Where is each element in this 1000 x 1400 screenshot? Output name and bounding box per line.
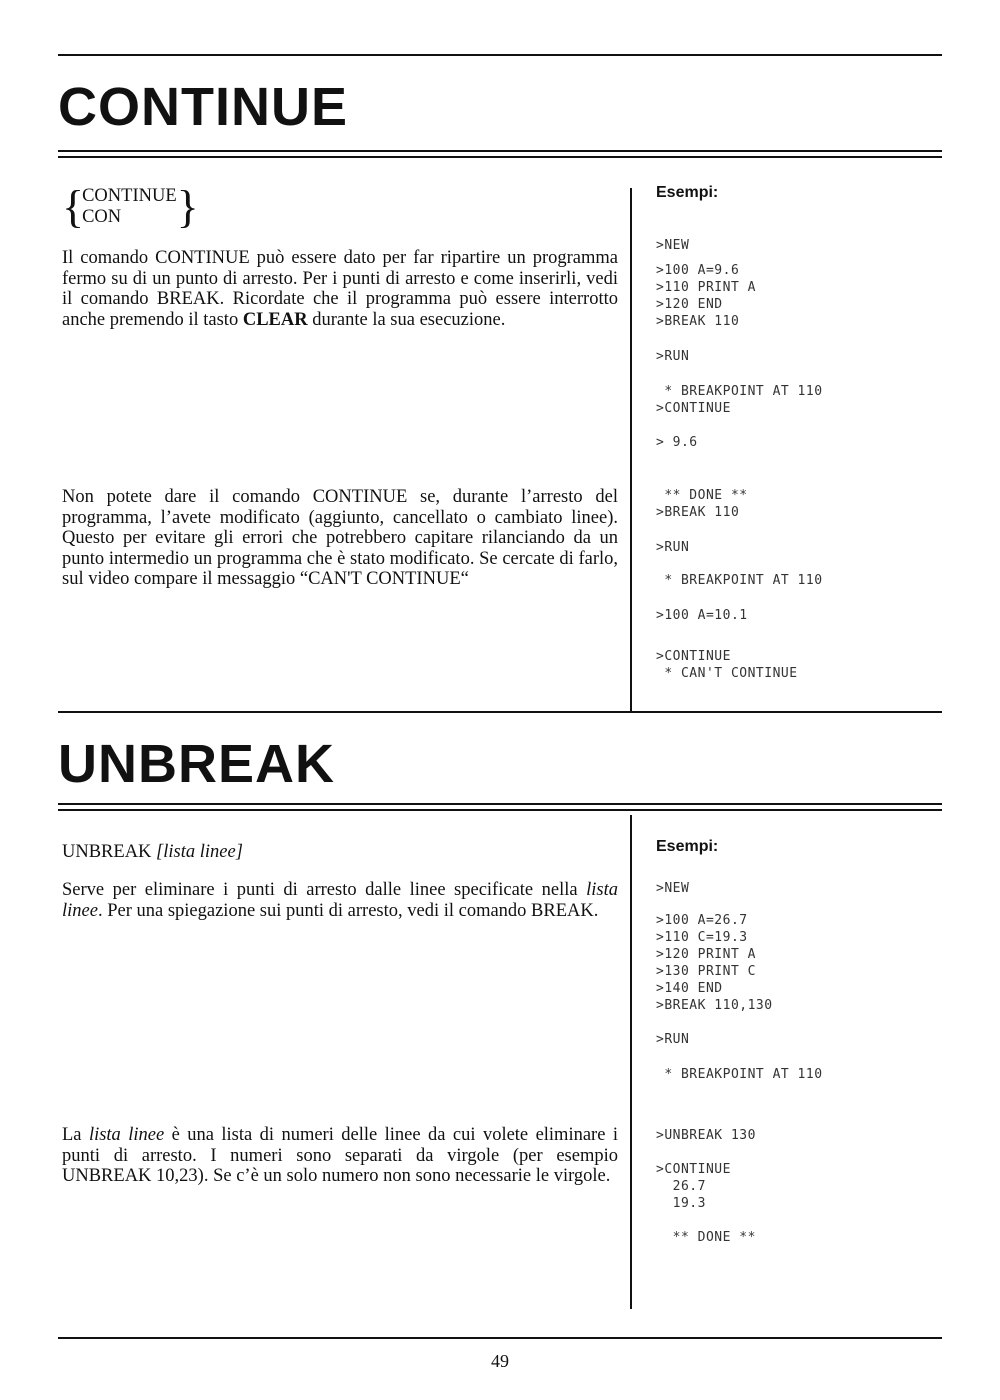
continue-paragraph-1: Il comando CONTINUE può essere dato per far ripartire un programma fermo su di un punto di arresto. Per i punti di arresto e come inserirli, vedi il comando BREAK. Ricordate che il programma può essere interrotto anche premendo il tasto CLEAR durante la sua esecuzione. bbox=[62, 248, 618, 330]
unbreak-p1-text-a: Serve per eliminare i punti di arresto dalle linee specificate nella bbox=[62, 880, 587, 900]
ub-code-continue: >CONTINUE 26.7 19.3 bbox=[656, 1162, 731, 1211]
page-number: 49 bbox=[491, 1351, 509, 1371]
ub-code-done: ** DONE ** bbox=[656, 1230, 756, 1245]
syntax-continue: CONTINUE bbox=[82, 186, 177, 206]
right-brace: } bbox=[176, 180, 199, 232]
code-breakpoint-2: * BREAKPOINT AT 110 bbox=[656, 573, 823, 588]
code-run: >RUN bbox=[656, 349, 690, 364]
code-program: >100 A=9.6 >110 PRINT A >120 END >BREAK 110 bbox=[656, 263, 756, 329]
continue-double-rule bbox=[58, 150, 942, 158]
bottom-rule bbox=[58, 1337, 942, 1339]
unbreak-paragraph-2 bbox=[62, 1125, 618, 1187]
continue-paragraph-2: Non potete dare il comando CONTINUE se, durante l’arresto del programma, l’avete modificato (aggiunto, cancellato o cambiato linee). Questo per evitare gli errori che potrebbero capitare rilanciando da un punto intermedio un programma che è stato modificato. Se cercate di farlo, sul video compare il messaggio “CAN'T CONTINUE“ bbox=[62, 487, 618, 589]
code-run-2: >RUN bbox=[656, 540, 690, 555]
continue-column-divider bbox=[630, 188, 632, 712]
ub-code-new: >NEW bbox=[656, 881, 690, 896]
continue-title: CONTINUE bbox=[58, 77, 348, 137]
unbreak-p2-italic: lista linee bbox=[88, 1125, 165, 1145]
syntax-unbreak: UNBREAK bbox=[62, 842, 152, 862]
unbreak-p2-text-a: La bbox=[62, 1125, 89, 1145]
unbreak-p1-italic: lista linee bbox=[62, 880, 618, 921]
code-new: >NEW bbox=[656, 238, 690, 253]
syntax-con: CON bbox=[82, 206, 122, 227]
ub-code-unbreak: >UNBREAK 130 bbox=[656, 1128, 756, 1143]
unbreak-title: UNBREAK bbox=[58, 734, 335, 794]
left-brace: { bbox=[62, 180, 85, 232]
unbreak-double-rule bbox=[58, 803, 942, 811]
unbreak-p1-text-b: . Per una spiegazione sui punti di arresto, vedi il comando BREAK. bbox=[97, 900, 599, 921]
syntax-lista-linee: [lista linee] bbox=[156, 842, 243, 862]
top-rule bbox=[58, 54, 942, 56]
unbreak-column-divider bbox=[630, 815, 632, 1309]
unbreak-paragraph-1 bbox=[62, 880, 618, 921]
ub-code-run: >RUN bbox=[656, 1032, 690, 1047]
code-output: > 9.6 bbox=[656, 435, 698, 450]
unbreak-examples-label: Esempi: bbox=[656, 838, 719, 855]
code-cant-continue: >CONTINUE * CAN'T CONTINUE bbox=[656, 649, 798, 681]
code-done-break: ** DONE ** >BREAK 110 bbox=[656, 488, 748, 520]
continue-syntax bbox=[62, 180, 199, 232]
continue-examples-label: Esempi: bbox=[656, 184, 719, 201]
code-breakpoint: * BREAKPOINT AT 110 >CONTINUE bbox=[656, 384, 823, 416]
ub-code-program: >100 A=26.7 >110 C=19.3 >120 PRINT A >130 PRINT C >140 END >BREAK 110,130 bbox=[656, 913, 773, 1013]
section-rule bbox=[58, 711, 942, 713]
ub-code-breakpoint: * BREAKPOINT AT 110 bbox=[656, 1067, 823, 1082]
unbreak-p2-text-b: è una lista di numeri delle linee da cui volete eliminare i punti di arresto. I numeri sono separati da virgole (per esempio UNBREAK 10,23). Se c’è un solo numero non sono necessarie le virgole. bbox=[62, 1125, 618, 1186]
clear-key: CLEAR bbox=[242, 309, 308, 330]
unbreak-syntax bbox=[62, 842, 243, 863]
code-modify: >100 A=10.1 bbox=[656, 608, 748, 623]
